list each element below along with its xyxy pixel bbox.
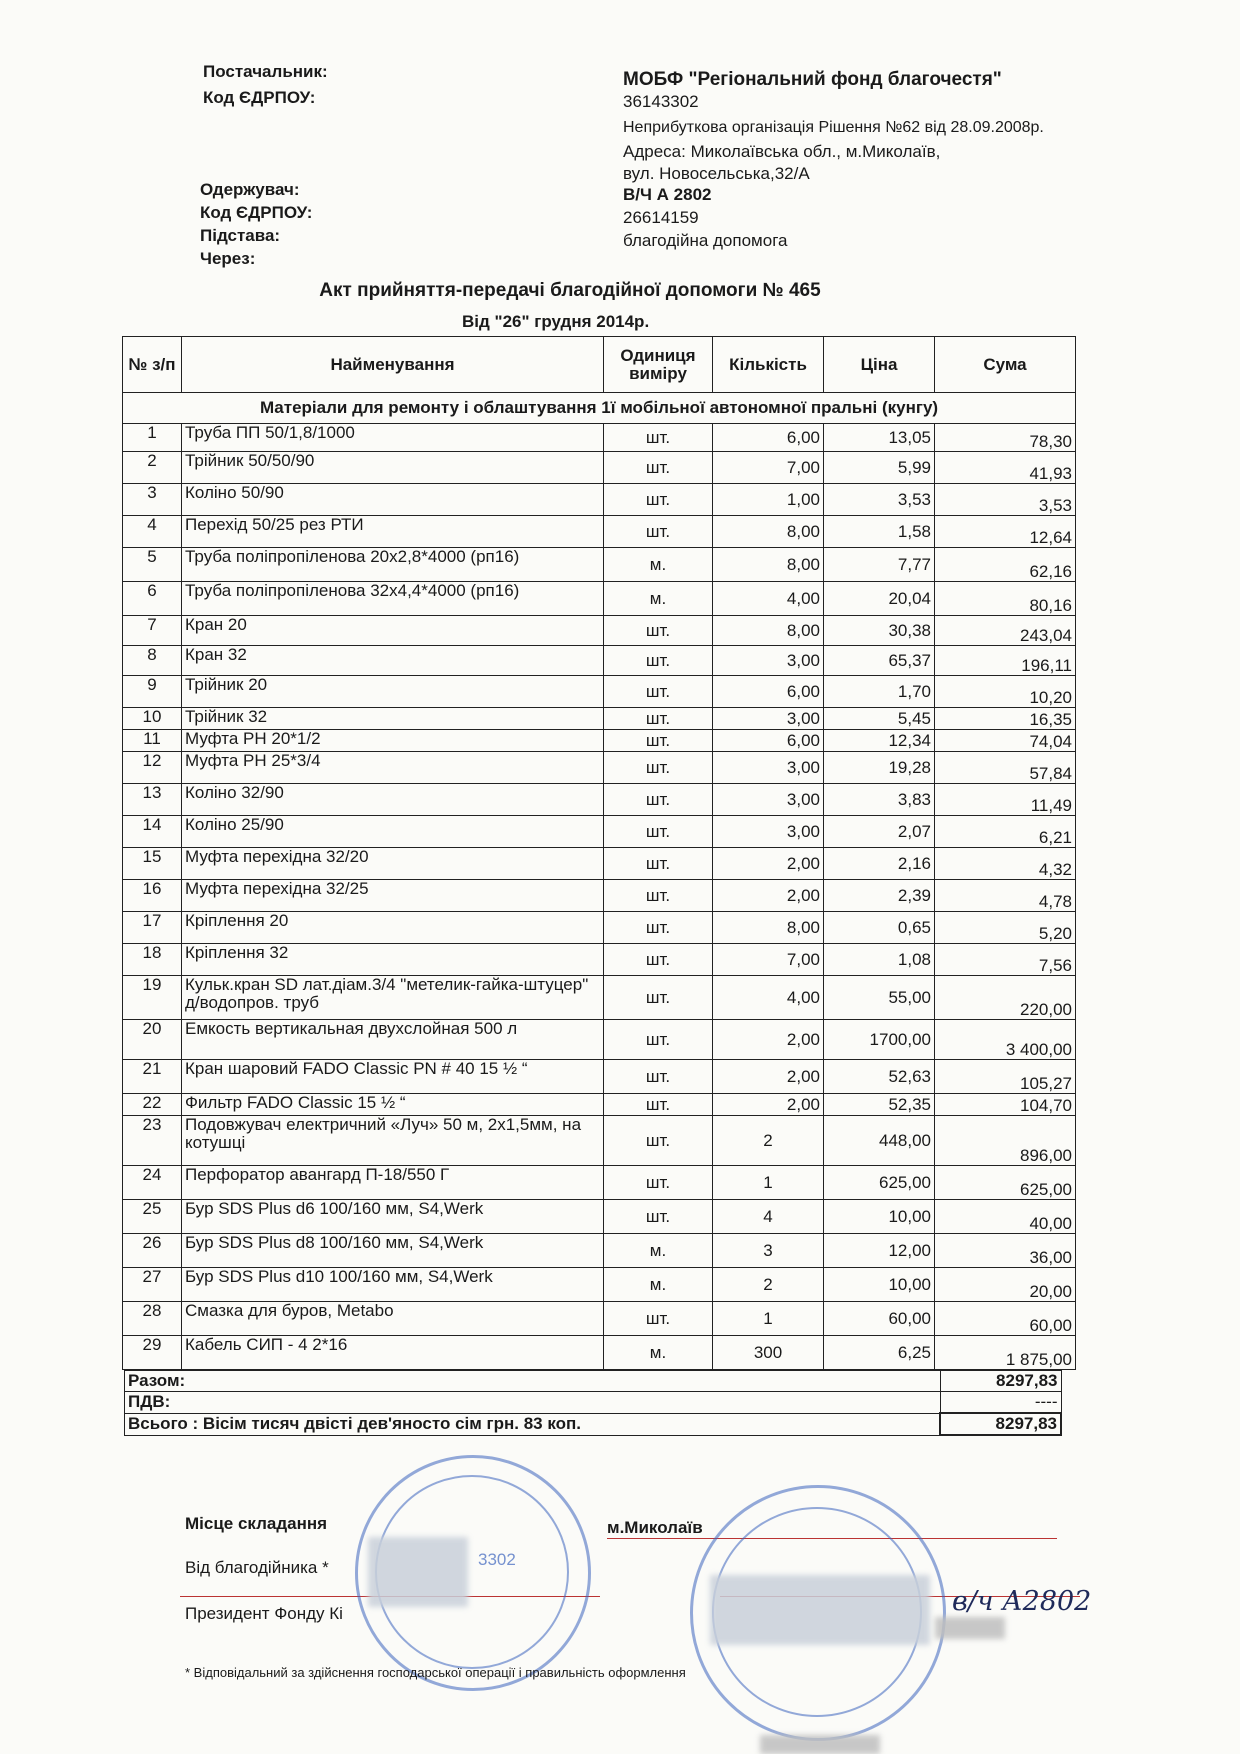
president-label: Президент Фонду Кі [185, 1604, 343, 1623]
row-number: 24 [123, 1166, 182, 1200]
item-name: Бур SDS Plus d8 100/160 мм, S4,Werk [182, 1234, 604, 1268]
item-name: Емкость вертикальная двухслойная 500 л [182, 1020, 604, 1060]
item-unit: м. [604, 1268, 713, 1302]
item-unit: шт. [604, 1116, 713, 1166]
item-price: 1700,00 [824, 1020, 935, 1060]
item-unit: шт. [604, 676, 713, 708]
row-number: 25 [123, 1200, 182, 1234]
recipient-label: Одержувач: [200, 180, 300, 199]
totals-table [124, 1370, 1062, 1436]
item-unit: шт. [604, 730, 713, 752]
item-name: Бур SDS Plus d10 100/160 мм, S4,Werk [182, 1268, 604, 1302]
table-row [123, 646, 1076, 676]
item-unit: шт. [604, 1094, 713, 1116]
item-name: Муфта РН 20*1/2 [182, 730, 604, 752]
item-unit: м. [604, 548, 713, 582]
item-price: 2,16 [824, 848, 935, 880]
row-number: 15 [123, 848, 182, 880]
item-price: 6,25 [824, 1336, 935, 1370]
item-price: 0,65 [824, 912, 935, 944]
item-price: 1,70 [824, 676, 935, 708]
row-number: 2 [123, 452, 182, 484]
recipient-code-label: Код ЄДРПОУ: [200, 203, 313, 222]
table-row [123, 484, 1076, 516]
basis-label: Підстава: [200, 226, 281, 245]
item-price: 1,58 [824, 516, 935, 548]
item-quantity: 8,00 [713, 616, 824, 646]
footnote: * Відповідальний за здійснення господарської операції і правильність оформлення [185, 1665, 686, 1680]
row-number: 26 [123, 1234, 182, 1268]
table-row [123, 912, 1076, 944]
item-sum: 220,00 [935, 976, 1076, 1020]
item-unit: м. [604, 1336, 713, 1370]
subtotal-row [125, 1371, 1062, 1392]
item-name: Муфта РН 25*3/4 [182, 752, 604, 784]
table-row [123, 1200, 1076, 1234]
item-price: 30,38 [824, 616, 935, 646]
item-quantity: 4,00 [713, 976, 824, 1020]
item-name: Кріплення 20 [182, 912, 604, 944]
item-sum: 5,20 [935, 912, 1076, 944]
item-price: 2,39 [824, 880, 935, 912]
table-row [123, 676, 1076, 708]
item-sum: 40,00 [935, 1200, 1076, 1234]
item-price: 448,00 [824, 1116, 935, 1166]
supplier-address-line2: вул. Новосельська,32/А [623, 164, 810, 183]
item-quantity: 6,00 [713, 730, 824, 752]
item-name: Кран шаровий FADO Classic PN # 40 15 ½ “ [182, 1060, 604, 1094]
row-number: 5 [123, 548, 182, 582]
redacted-signature-recipient [710, 1575, 930, 1645]
item-price: 3,83 [824, 784, 935, 816]
item-sum: 41,93 [935, 452, 1076, 484]
item-sum: 60,00 [935, 1302, 1076, 1336]
item-price: 13,05 [824, 424, 935, 452]
item-unit: шт. [604, 1302, 713, 1336]
item-price: 55,00 [824, 976, 935, 1020]
item-name: Коліно 50/90 [182, 484, 604, 516]
via-label: Через: [200, 249, 256, 268]
item-name: Перехід 50/25 рез РТИ [182, 516, 604, 548]
item-price: 625,00 [824, 1166, 935, 1200]
item-sum: 1 875,00 [935, 1336, 1076, 1370]
item-unit: шт. [604, 848, 713, 880]
place-label: Місце складання [185, 1514, 328, 1533]
table-row [123, 1336, 1076, 1370]
item-price: 2,07 [824, 816, 935, 848]
item-name: Бур SDS Plus d6 100/160 мм, S4,Werk [182, 1200, 604, 1234]
item-price: 60,00 [824, 1302, 935, 1336]
subtotal-value: 8297,83 [940, 1371, 1061, 1392]
item-quantity: 300 [713, 1336, 824, 1370]
item-sum: 4,32 [935, 848, 1076, 880]
table-row [123, 516, 1076, 548]
row-number: 28 [123, 1302, 182, 1336]
table-row [123, 1020, 1076, 1060]
item-quantity: 1 [713, 1166, 824, 1200]
item-unit: шт. [604, 424, 713, 452]
item-price: 52,35 [824, 1094, 935, 1116]
item-unit: шт. [604, 452, 713, 484]
item-quantity: 2,00 [713, 1060, 824, 1094]
row-number: 3 [123, 484, 182, 516]
table-row [123, 1302, 1076, 1336]
table-row [123, 752, 1076, 784]
table-row [123, 1116, 1076, 1166]
item-unit: шт. [604, 880, 713, 912]
item-sum: 4,78 [935, 880, 1076, 912]
item-name: Коліно 32/90 [182, 784, 604, 816]
row-number: 13 [123, 784, 182, 816]
table-row [123, 976, 1076, 1020]
item-unit: шт. [604, 784, 713, 816]
item-name: Фильтр FADO Classic 15 ½ “ [182, 1094, 604, 1116]
item-quantity: 8,00 [713, 548, 824, 582]
table-row [123, 452, 1076, 484]
item-sum: 74,04 [935, 730, 1076, 752]
item-sum: 105,27 [935, 1060, 1076, 1094]
item-sum: 78,30 [935, 424, 1076, 452]
item-name: Трійник 32 [182, 708, 604, 730]
item-quantity: 2,00 [713, 1020, 824, 1060]
item-quantity: 4 [713, 1200, 824, 1234]
item-quantity: 3,00 [713, 752, 824, 784]
row-number: 12 [123, 752, 182, 784]
col-header-qty: Кількість [713, 337, 824, 393]
item-name: Кран 20 [182, 616, 604, 646]
section-title: Матеріали для ремонту і облаштування 1ї мобільної автономної пральні (кунгу) [123, 393, 1076, 424]
col-header-name: Найменування [182, 337, 604, 393]
table-row [123, 424, 1076, 452]
item-quantity: 3,00 [713, 646, 824, 676]
row-number: 1 [123, 424, 182, 452]
supplier-address-line1: Адреса: Миколаївська обл., м.Миколаїв, [623, 142, 941, 161]
supplier-label: Постачальник: [203, 62, 328, 81]
item-unit: шт. [604, 708, 713, 730]
table-row [123, 1060, 1076, 1094]
row-number: 8 [123, 646, 182, 676]
item-quantity: 2 [713, 1268, 824, 1302]
table-row [123, 730, 1076, 752]
place-value: м.Миколаїв [607, 1518, 703, 1537]
item-sum: 104,70 [935, 1094, 1076, 1116]
row-number: 7 [123, 616, 182, 646]
table-row [123, 784, 1076, 816]
row-number: 17 [123, 912, 182, 944]
item-name: Трійник 50/50/90 [182, 452, 604, 484]
item-name: Коліно 25/90 [182, 816, 604, 848]
item-quantity: 7,00 [713, 452, 824, 484]
item-sum: 57,84 [935, 752, 1076, 784]
item-sum: 20,00 [935, 1268, 1076, 1302]
document-date: Від "26" грудня 2014р. [462, 312, 650, 331]
item-price: 1,08 [824, 944, 935, 976]
row-number: 18 [123, 944, 182, 976]
vat-label: ПДВ: [125, 1392, 941, 1414]
supplier-note: Неприбуткова організація Рішення №62 від 28.09.2008р. [623, 119, 1044, 136]
item-sum: 6,21 [935, 816, 1076, 848]
item-unit: шт. [604, 816, 713, 848]
supplier-code: 36143302 [623, 92, 699, 111]
item-sum: 11,49 [935, 784, 1076, 816]
row-number: 16 [123, 880, 182, 912]
item-quantity: 3,00 [713, 784, 824, 816]
item-quantity: 8,00 [713, 912, 824, 944]
table-header-row [123, 337, 1076, 393]
item-quantity: 1 [713, 1302, 824, 1336]
table-row [123, 848, 1076, 880]
item-quantity: 2,00 [713, 1094, 824, 1116]
item-unit: шт. [604, 1060, 713, 1094]
supplier-code-label: Код ЄДРПОУ: [203, 88, 316, 107]
item-sum: 10,20 [935, 676, 1076, 708]
item-quantity: 3 [713, 1234, 824, 1268]
subtotal-label: Разом: [125, 1371, 941, 1392]
item-quantity: 2,00 [713, 848, 824, 880]
item-name: Подовжувач електричний «Луч» 50 м, 2х1,5мм, на котушці [182, 1116, 604, 1166]
item-unit: шт. [604, 1020, 713, 1060]
item-quantity: 3,00 [713, 708, 824, 730]
row-number: 4 [123, 516, 182, 548]
table-row [123, 1166, 1076, 1200]
item-name: Муфта перехідна 32/25 [182, 880, 604, 912]
item-sum: 12,64 [935, 516, 1076, 548]
table-row [123, 708, 1076, 730]
col-header-unit: Одиниця виміру [604, 337, 713, 393]
row-number: 10 [123, 708, 182, 730]
row-number: 14 [123, 816, 182, 848]
item-unit: шт. [604, 912, 713, 944]
row-number: 29 [123, 1336, 182, 1370]
item-price: 20,04 [824, 582, 935, 616]
table-row [123, 944, 1076, 976]
item-price: 52,63 [824, 1060, 935, 1094]
item-quantity: 2 [713, 1116, 824, 1166]
row-number: 11 [123, 730, 182, 752]
total-label: Всього : Вісім тисяч двісті дев'яносто сім грн. 83 коп. [125, 1413, 941, 1435]
redacted-signature-donor [368, 1537, 468, 1607]
table-row [123, 616, 1076, 646]
col-header-no: № з/п [123, 337, 182, 393]
item-name: Трійник 20 [182, 676, 604, 708]
table-row [123, 880, 1076, 912]
row-number: 20 [123, 1020, 182, 1060]
recipient-name: В/Ч А 2802 [623, 185, 712, 204]
item-name: Муфта перехідна 32/20 [182, 848, 604, 880]
item-quantity: 4,00 [713, 582, 824, 616]
total-row [125, 1413, 1062, 1435]
item-price: 19,28 [824, 752, 935, 784]
redacted-text-bottom [760, 1735, 880, 1754]
recipient-handwritten-note: в/ч А2802 [952, 1586, 1092, 1617]
table-row [123, 1234, 1076, 1268]
item-unit: шт. [604, 752, 713, 784]
item-name: Кульк.кран SD лат.діам.3/4 "метелик-гайка-штуцер" д/водопров. труб [182, 976, 604, 1020]
item-quantity: 1,00 [713, 484, 824, 516]
item-quantity: 7,00 [713, 944, 824, 976]
total-value: 8297,83 [940, 1413, 1061, 1435]
item-sum: 896,00 [935, 1116, 1076, 1166]
item-quantity: 2,00 [713, 880, 824, 912]
row-number: 21 [123, 1060, 182, 1094]
item-price: 12,00 [824, 1234, 935, 1268]
item-name: Смазка для буров, Metabo [182, 1302, 604, 1336]
item-price: 5,45 [824, 708, 935, 730]
donor-label: Від благодійника * [185, 1558, 329, 1577]
redacted-text [935, 1617, 1005, 1639]
col-header-sum: Сума [935, 337, 1076, 393]
item-name: Кран 32 [182, 646, 604, 676]
item-name: Труба поліпропіленова 32х4,4*4000 (рп16) [182, 582, 604, 616]
table-row [123, 1094, 1076, 1116]
table-section-row [123, 393, 1076, 424]
vat-value: ---- [940, 1392, 1061, 1414]
item-sum: 625,00 [935, 1166, 1076, 1200]
table-row [123, 1268, 1076, 1302]
item-name: Перфоратор авангард П-18/550 Г [182, 1166, 604, 1200]
row-number: 9 [123, 676, 182, 708]
row-number: 23 [123, 1116, 182, 1166]
item-quantity: 6,00 [713, 424, 824, 452]
row-number: 19 [123, 976, 182, 1020]
item-price: 12,34 [824, 730, 935, 752]
item-unit: шт. [604, 484, 713, 516]
recipient-code: 26614159 [623, 208, 699, 227]
item-unit: шт. [604, 1200, 713, 1234]
supplier-name: МОБФ "Регіональний фонд благочестя" [623, 69, 1002, 90]
item-price: 7,77 [824, 548, 935, 582]
item-price: 3,53 [824, 484, 935, 516]
row-number: 6 [123, 582, 182, 616]
item-sum: 7,56 [935, 944, 1076, 976]
item-price: 10,00 [824, 1268, 935, 1302]
item-unit: шт. [604, 944, 713, 976]
item-unit: шт. [604, 616, 713, 646]
table-row [123, 548, 1076, 582]
item-quantity: 8,00 [713, 516, 824, 548]
item-sum: 80,16 [935, 582, 1076, 616]
row-number: 27 [123, 1268, 182, 1302]
item-name: Труба ПП 50/1,8/1000 [182, 424, 604, 452]
item-price: 5,99 [824, 452, 935, 484]
item-sum: 16,35 [935, 708, 1076, 730]
col-header-price: Ціна [824, 337, 935, 393]
item-sum: 62,16 [935, 548, 1076, 582]
item-price: 65,37 [824, 646, 935, 676]
table-row [123, 582, 1076, 616]
item-name: Кріплення 32 [182, 944, 604, 976]
item-quantity: 3,00 [713, 816, 824, 848]
row-number: 22 [123, 1094, 182, 1116]
items-table [122, 336, 1076, 1370]
item-name: Труба поліпропіленова 20х2,8*4000 (рп16) [182, 548, 604, 582]
item-name: Кабель СИП - 4 2*16 [182, 1336, 604, 1370]
item-unit: шт. [604, 1166, 713, 1200]
vat-row [125, 1392, 1062, 1414]
stamp-code: 3302 [478, 1550, 516, 1569]
item-quantity: 6,00 [713, 676, 824, 708]
basis-value: благодійна допомога [623, 231, 788, 250]
item-price: 10,00 [824, 1200, 935, 1234]
item-sum: 36,00 [935, 1234, 1076, 1268]
item-sum: 196,11 [935, 646, 1076, 676]
item-sum: 3,53 [935, 484, 1076, 516]
item-unit: шт. [604, 516, 713, 548]
item-unit: м. [604, 1234, 713, 1268]
item-unit: шт. [604, 976, 713, 1020]
table-row [123, 816, 1076, 848]
document-title: Акт прийняття-передачі благодійної допомоги № 465 [319, 280, 821, 301]
item-sum: 243,04 [935, 616, 1076, 646]
item-sum: 3 400,00 [935, 1020, 1076, 1060]
item-unit: шт. [604, 646, 713, 676]
item-unit: м. [604, 582, 713, 616]
